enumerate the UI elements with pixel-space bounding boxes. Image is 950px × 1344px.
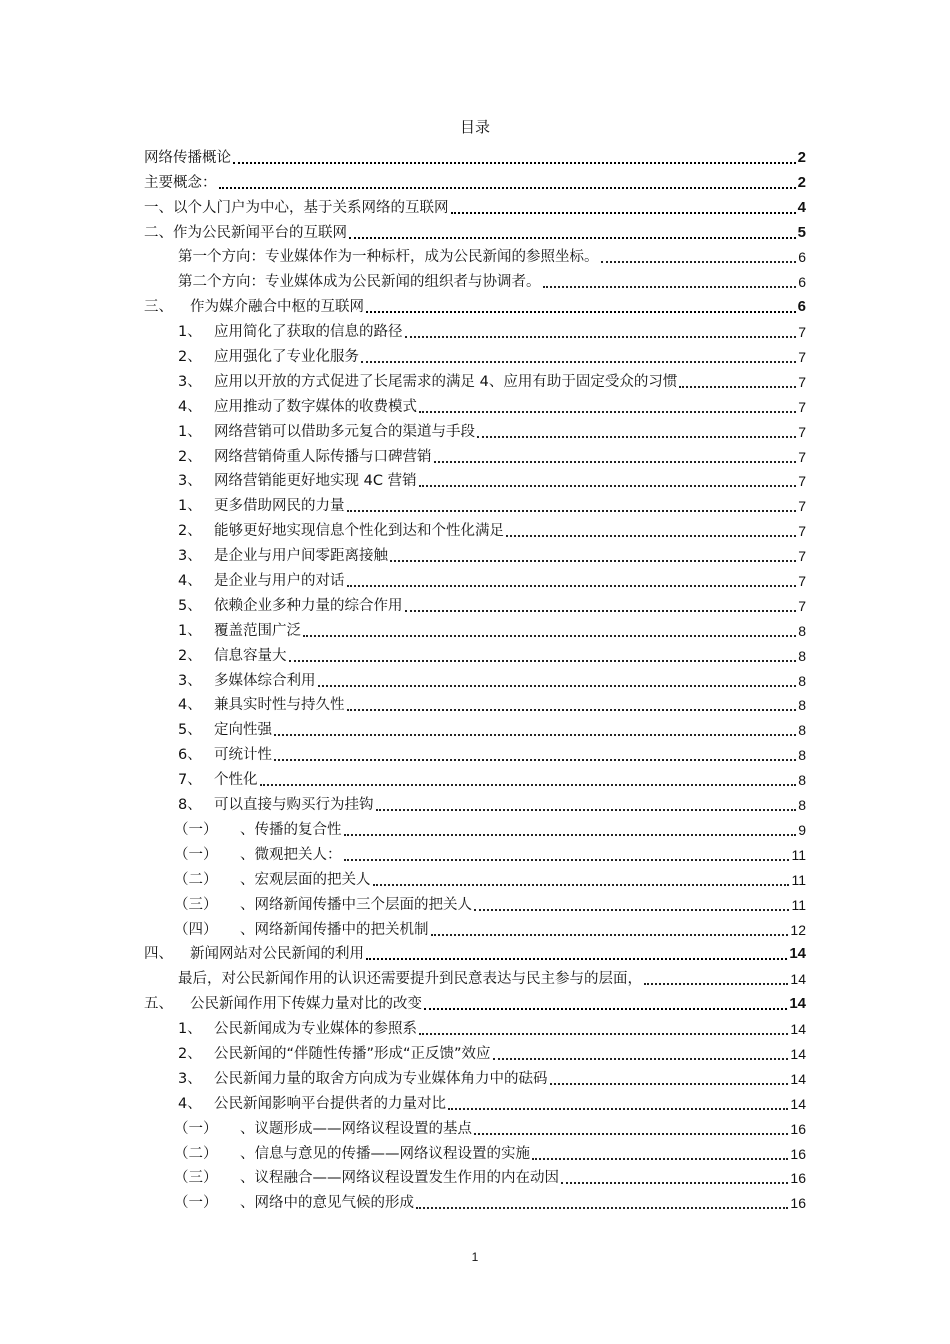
toc-dot-leader xyxy=(349,236,796,239)
toc-dot-leader xyxy=(347,509,797,512)
toc-entry-page: 7 xyxy=(798,523,806,540)
toc-entry-page: 7 xyxy=(798,548,806,565)
toc-entry-prefix: 四、 xyxy=(144,946,173,963)
toc-entry-prefix: （一） xyxy=(174,1195,218,1212)
toc-entry-text: 、微观把关人： xyxy=(240,846,342,863)
toc-entry[interactable] xyxy=(144,666,806,691)
toc-entry-page: 7 xyxy=(798,324,806,341)
toc-dot-leader xyxy=(303,634,796,637)
toc-entry[interactable] xyxy=(144,417,806,442)
toc-entry-page: 7 xyxy=(798,473,806,490)
toc-entry[interactable] xyxy=(144,616,806,641)
toc-entry-prefix: 3、 xyxy=(178,473,202,490)
toc-entry-text: 覆盖范围广泛 xyxy=(214,622,301,639)
toc-dot-leader xyxy=(347,584,797,587)
toc-entry-text: 公民新闻影响平台提供者的力量对比 xyxy=(214,1095,446,1112)
toc-entry-page: 7 xyxy=(798,423,806,440)
toc-entry-text: 、议程融合——网络议程设置发生作用的内在动因 xyxy=(240,1170,559,1187)
toc-dot-leader xyxy=(416,1206,788,1209)
toc-entry-text: 定向性强 xyxy=(214,722,272,739)
toc-entry-text: 网络营销倚重人际传播与口碑营销 xyxy=(214,448,432,465)
toc-entry[interactable] xyxy=(144,1188,806,1213)
toc-dot-leader xyxy=(219,186,796,189)
toc-title: 目录 xyxy=(459,118,490,136)
toc-entry-text: 依赖企业多种力量的综合作用 xyxy=(214,597,403,614)
toc-entry[interactable] xyxy=(144,1114,806,1139)
toc-entry-text: 可以直接与购买行为挂钩 xyxy=(214,797,374,814)
toc-entry-text: 是企业与用户的对话 xyxy=(214,573,345,590)
toc-entry-prefix: 8、 xyxy=(178,797,202,814)
toc-entry-page: 11 xyxy=(791,871,806,888)
toc-dot-leader xyxy=(390,559,796,562)
toc-entry-text: 最后，对公民新闻作用的认识还需要提升到民意表达与民主参与的层面， xyxy=(178,971,642,988)
toc-entry-prefix: 2、 xyxy=(178,647,202,664)
toc-dot-leader xyxy=(419,1032,788,1035)
toc-entry-page: 7 xyxy=(798,597,806,614)
toc-entry-page: 7 xyxy=(798,573,806,590)
toc-entry-page: 11 xyxy=(791,896,806,913)
toc-entry[interactable] xyxy=(144,267,806,292)
toc-entry-prefix: 3、 xyxy=(178,548,202,565)
toc-entry-prefix: 2、 xyxy=(178,523,202,540)
toc-entry-text: 公民新闻力量的取舍方向成为专业媒体角力中的砝码 xyxy=(214,1070,548,1087)
toc-entry[interactable] xyxy=(144,442,806,467)
toc-entry[interactable] xyxy=(144,890,806,915)
toc-entry[interactable] xyxy=(144,815,806,840)
toc-entry-prefix: 4、 xyxy=(178,697,202,714)
toc-entry-text: 、网络新闻传播中的把关机制 xyxy=(240,921,429,938)
toc-entry[interactable] xyxy=(144,367,806,392)
toc-entry-prefix: 1、 xyxy=(178,498,202,515)
toc-entry-page: 11 xyxy=(791,846,806,863)
toc-entry-prefix: 1、 xyxy=(178,423,202,440)
toc-entry-text: 、网络新闻传播中三个层面的把关人 xyxy=(240,896,472,913)
toc-entry-prefix: 5、 xyxy=(178,722,202,739)
toc-entry-text: 网络传播概论 xyxy=(144,149,231,166)
toc-entry-text: 更多借助网民的力量 xyxy=(214,498,345,515)
toc-entry[interactable] xyxy=(144,243,806,268)
toc-entry[interactable] xyxy=(144,168,806,193)
toc-entry-prefix: （二） xyxy=(174,1145,218,1162)
toc-entry-text: 作为媒介融合中枢的互联网 xyxy=(190,299,364,316)
toc-entry-page: 8 xyxy=(798,747,806,764)
toc-dot-leader xyxy=(274,733,796,736)
toc-entry-text: 公民新闻成为专业媒体的参照系 xyxy=(214,1021,417,1038)
toc-entry[interactable] xyxy=(144,516,806,541)
toc-entry-page: 7 xyxy=(798,448,806,465)
toc-entry-page: 14 xyxy=(789,945,806,963)
toc-entry[interactable] xyxy=(144,915,806,940)
toc-dot-leader xyxy=(405,609,797,612)
toc-entry-page: 8 xyxy=(798,772,806,789)
toc-entry-prefix: 6、 xyxy=(178,747,202,764)
toc-entry-prefix: 2、 xyxy=(178,349,202,366)
toc-entry[interactable] xyxy=(144,491,806,516)
toc-dot-leader xyxy=(532,1157,788,1160)
toc-dot-leader xyxy=(344,833,797,836)
toc-dot-leader xyxy=(477,435,796,438)
toc-dot-leader xyxy=(289,659,797,662)
toc-entry-page: 7 xyxy=(798,373,806,390)
toc-entry[interactable] xyxy=(144,193,806,218)
toc-entry-text: 第二个方向：专业媒体成为公民新闻的组织者与协调者。 xyxy=(178,274,541,291)
toc-entry-page: 14 xyxy=(790,971,806,988)
toc-entry[interactable] xyxy=(144,467,806,492)
toc-entry[interactable] xyxy=(144,1064,806,1089)
toc-entry-prefix: （三） xyxy=(174,1170,218,1187)
toc-entry-page: 9 xyxy=(798,821,806,838)
toc-entry[interactable] xyxy=(144,292,806,317)
toc-entry-page: 8 xyxy=(798,797,806,814)
toc-entry-page: 16 xyxy=(790,1145,806,1162)
toc-entry-page: 7 xyxy=(798,498,806,515)
toc-entry-page: 7 xyxy=(798,398,806,415)
toc-entry-page: 6 xyxy=(798,249,806,266)
toc-dot-leader xyxy=(366,957,787,960)
toc-entry[interactable] xyxy=(144,566,806,591)
toc-dot-leader xyxy=(376,808,797,811)
toc-dot-leader xyxy=(448,1107,788,1110)
toc-entry-page: 2 xyxy=(797,148,806,166)
toc-entry[interactable] xyxy=(144,1164,806,1189)
toc-entry-page: 14 xyxy=(790,1095,806,1112)
toc-dot-leader xyxy=(493,1057,789,1060)
toc-entry-text: 个性化 xyxy=(214,772,258,789)
toc-dot-leader xyxy=(373,883,790,886)
toc-dot-leader xyxy=(644,982,788,985)
toc-entry-page: 8 xyxy=(798,697,806,714)
toc-dot-leader xyxy=(434,460,797,463)
toc-entry-prefix: （一） xyxy=(174,846,218,863)
toc-entry[interactable] xyxy=(144,641,806,666)
toc-dot-leader xyxy=(561,1181,788,1184)
toc-dot-leader xyxy=(260,783,797,786)
toc-entry-prefix: （四） xyxy=(174,921,218,938)
toc-entry-text: 兼具实时性与持久性 xyxy=(214,697,345,714)
toc-entry[interactable] xyxy=(144,691,806,716)
toc-entry[interactable] xyxy=(144,790,806,815)
toc-entry[interactable] xyxy=(144,940,806,965)
toc-entry-prefix: 3、 xyxy=(178,373,202,390)
toc-entry-page: 14 xyxy=(790,1045,806,1062)
toc-dot-leader xyxy=(318,684,797,687)
toc-dot-leader xyxy=(405,335,797,338)
toc-entry-text: 、网络中的意见气候的形成 xyxy=(240,1195,414,1212)
toc-entry[interactable] xyxy=(144,765,806,790)
toc-entry[interactable] xyxy=(144,989,806,1014)
toc-entry[interactable] xyxy=(144,715,806,740)
toc-entry[interactable] xyxy=(144,740,806,765)
toc-dot-leader xyxy=(474,908,789,911)
toc-entry-prefix: 4、 xyxy=(178,1095,202,1112)
toc-entry-page: 7 xyxy=(798,349,806,366)
toc-entry-text: 一、以个人门户为中心，基于关系网络的互联网 xyxy=(144,199,449,216)
toc-dot-leader xyxy=(419,484,797,487)
toc-dot-leader xyxy=(233,161,796,164)
toc-entry-text: 能够更好地实现信息个性化到达和个性化满足 xyxy=(214,523,504,540)
toc-entry-text: 、议题形成——网络议程设置的基点 xyxy=(240,1120,472,1137)
toc-entry-text: 主要概念： xyxy=(144,174,217,191)
toc-dot-leader xyxy=(506,534,796,537)
toc-dot-leader xyxy=(431,933,789,936)
toc-entry-prefix: 3、 xyxy=(178,1070,202,1087)
toc-dot-leader xyxy=(601,260,797,263)
toc-entry-prefix: 2、 xyxy=(178,448,202,465)
toc-entry[interactable] xyxy=(144,541,806,566)
toc-entry-page: 6 xyxy=(798,274,806,291)
toc-entry[interactable] xyxy=(144,143,806,168)
toc-dot-leader xyxy=(274,758,796,761)
toc-entry-text: 、信息与意见的传播——网络议程设置的实施 xyxy=(240,1145,530,1162)
toc-entry-text: 可统计性 xyxy=(214,747,272,764)
toc-entry-prefix: （一） xyxy=(174,821,218,838)
toc-entry[interactable] xyxy=(144,1139,806,1164)
toc-dot-leader xyxy=(451,211,796,214)
table-of-contents xyxy=(144,143,806,1213)
toc-entry[interactable] xyxy=(144,865,806,890)
toc-entry-text: 多媒体综合利用 xyxy=(214,672,316,689)
toc-entry-page: 14 xyxy=(790,1070,806,1087)
toc-entry-prefix: 1、 xyxy=(178,324,202,341)
toc-entry[interactable] xyxy=(144,591,806,616)
toc-entry-text: 是企业与用户间零距离接触 xyxy=(214,548,388,565)
toc-entry-page: 14 xyxy=(790,1021,806,1038)
toc-dot-leader xyxy=(366,310,796,313)
toc-entry-prefix: （一） xyxy=(174,1120,218,1137)
toc-entry[interactable] xyxy=(144,317,806,342)
toc-entry-text: 公民新闻的“伴随性传播”形成“正反馈”效应 xyxy=(214,1045,491,1062)
toc-entry-text: 公民新闻作用下传媒力量对比的改变 xyxy=(190,996,422,1013)
toc-entry-text: 应用简化了获取的信息的路径 xyxy=(214,324,403,341)
toc-entry-text: 信息容量大 xyxy=(214,647,287,664)
toc-entry-prefix: 五、 xyxy=(144,996,173,1013)
toc-entry-text: 网络营销能更好地实现 4C 营销 xyxy=(214,473,417,490)
toc-dot-leader xyxy=(344,858,790,861)
toc-entry-page: 16 xyxy=(790,1195,806,1212)
toc-entry[interactable] xyxy=(144,840,806,865)
toc-entry-text: 新闻网站对公民新闻的利用 xyxy=(190,946,364,963)
toc-entry-page: 2 xyxy=(797,173,806,191)
toc-entry-page: 8 xyxy=(798,672,806,689)
toc-dot-leader xyxy=(424,1007,787,1010)
toc-entry-page: 12 xyxy=(790,921,806,938)
toc-entry-text: 、传播的复合性 xyxy=(240,821,342,838)
toc-entry-prefix: 2、 xyxy=(178,1045,202,1062)
toc-dot-leader xyxy=(679,385,796,388)
toc-entry[interactable] xyxy=(144,964,806,989)
toc-entry[interactable] xyxy=(144,1039,806,1064)
page-number: 1 xyxy=(471,1250,479,1264)
toc-entry-prefix: 7、 xyxy=(178,772,202,789)
toc-entry-page: 16 xyxy=(790,1120,806,1137)
toc-entry-text: 应用推动了数字媒体的收费模式 xyxy=(214,398,417,415)
toc-entry-prefix: 4、 xyxy=(178,573,202,590)
toc-entry-prefix: 4、 xyxy=(178,398,202,415)
toc-entry-prefix: （二） xyxy=(174,871,218,888)
toc-entry-text: 应用以开放的方式促进了长尾需求的满足 4、应用有助于固定受众的习惯 xyxy=(214,373,678,390)
toc-entry-prefix: 三、 xyxy=(144,299,173,316)
toc-entry-page: 6 xyxy=(797,298,806,316)
toc-entry-prefix: （三） xyxy=(174,896,218,913)
toc-entry-page: 5 xyxy=(797,223,806,241)
toc-entry-text: 网络营销可以借助多元复合的渠道与手段 xyxy=(214,423,475,440)
toc-entry-page: 14 xyxy=(789,995,806,1013)
toc-dot-leader xyxy=(550,1082,789,1085)
toc-entry-page: 16 xyxy=(790,1170,806,1187)
toc-entry[interactable] xyxy=(144,392,806,417)
toc-entry-prefix: 5、 xyxy=(178,597,202,614)
toc-dot-leader xyxy=(419,410,796,413)
toc-entry-page: 8 xyxy=(798,647,806,664)
toc-dot-leader xyxy=(361,360,796,363)
toc-entry-page: 8 xyxy=(798,622,806,639)
toc-entry-text: 应用强化了专业化服务 xyxy=(214,349,359,366)
toc-dot-leader xyxy=(347,708,797,711)
toc-entry-text: 二、作为公民新闻平台的互联网 xyxy=(144,224,347,241)
toc-entry[interactable] xyxy=(144,218,806,243)
toc-entry-page: 8 xyxy=(798,722,806,739)
toc-entry-prefix: 1、 xyxy=(178,622,202,639)
toc-entry-page: 4 xyxy=(797,198,806,216)
toc-entry-text: 第一个方向：专业媒体作为一种标杆，成为公民新闻的参照坐标。 xyxy=(178,249,599,266)
toc-entry[interactable] xyxy=(144,342,806,367)
toc-entry-text: 、宏观层面的把关人 xyxy=(240,871,371,888)
toc-entry[interactable] xyxy=(144,1089,806,1114)
toc-entry-prefix: 1、 xyxy=(178,1021,202,1038)
toc-dot-leader xyxy=(474,1132,788,1135)
toc-entry-prefix: 3、 xyxy=(178,672,202,689)
toc-entry[interactable] xyxy=(144,1014,806,1039)
toc-dot-leader xyxy=(543,285,797,288)
